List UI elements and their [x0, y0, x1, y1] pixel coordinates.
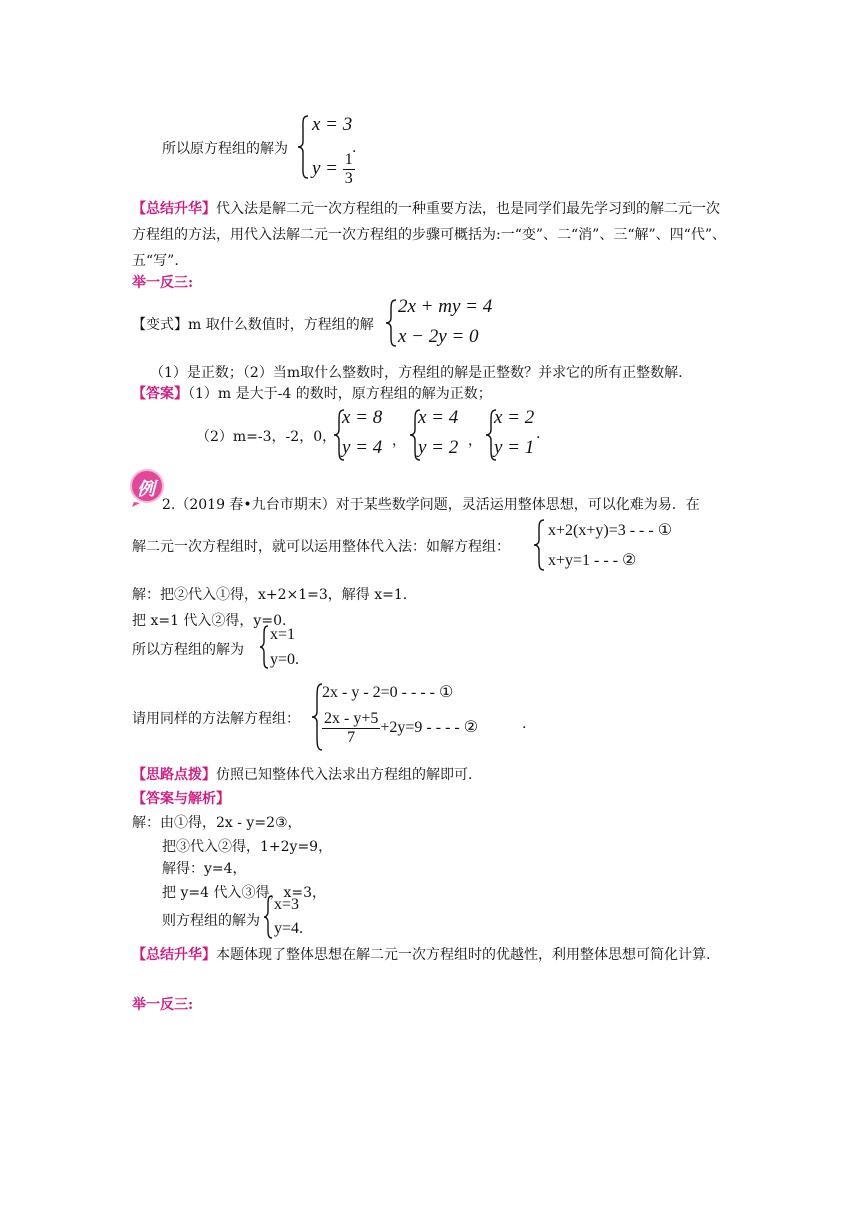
- hint-tag: 【思路点拨】: [132, 767, 216, 783]
- example-ask: 请用同样的方法解方程组：: [132, 711, 300, 727]
- variant-eq-2: x − 2y = 0: [398, 326, 479, 347]
- summary-text: 代入法是解二元一次方程组的一种重要方法，也是同学们最先学习到的解二元一次方程组的方法，用代入法解二元一次方程组的步骤可概括为:一“变”、二“消”、三“解”、四“代”、五“写”.: [132, 201, 726, 269]
- brace-icon: [296, 114, 310, 180]
- solution-2-x: x = 4: [418, 407, 459, 428]
- analysis-line-1: 解：由①得，2x - y=2③，: [132, 815, 302, 831]
- example-eq-2: x+y=1 - - - ②: [548, 552, 637, 569]
- analysis-result-x: x=3: [274, 896, 300, 913]
- answer-line-2: （2）m=-3，-2，0，: [196, 429, 337, 445]
- brace-icon: [262, 894, 274, 940]
- solution-eq-y-lhs: y =: [312, 157, 339, 179]
- variant-line: [132, 314, 374, 334]
- question-eq-2: [322, 710, 478, 747]
- solution-2-y: y = 2: [418, 437, 459, 458]
- analysis-line-5: 则方程组的解为: [162, 913, 260, 929]
- example-line-2: 解二元一次方程组时，就可以运用整体代入法：如解方程组：: [132, 539, 510, 555]
- solution-1-y: y = 4: [342, 437, 383, 458]
- solution-3-sep: .: [536, 426, 541, 442]
- brace-icon: [384, 298, 398, 348]
- fraction-denominator: 3: [344, 170, 353, 187]
- analysis-heading: 【答案与解析】: [132, 791, 230, 807]
- solution-intro: 所以原方程组的解为: [162, 141, 288, 157]
- solution-1-sep: ，: [392, 433, 406, 449]
- solution-1-x: x = 8: [342, 407, 383, 428]
- solution-fraction: [343, 151, 355, 188]
- analysis-line-4: 把 y=4 代入③得，x=3，: [162, 885, 326, 901]
- summary-tag: 【总结升华】: [132, 947, 216, 963]
- answer-text-1: （1）m 是大于-4 的数时，原方程组的解为正数；: [188, 386, 492, 402]
- hint-text: 仿照已知整体代入法求出方程组的解即可.: [216, 767, 473, 783]
- solution-eq-y: [312, 151, 355, 188]
- question-fraction-numerator: 2x - y+5: [324, 710, 379, 727]
- example-solution-2: 把 x=1 代入②得，y=0.: [132, 613, 287, 629]
- solution-3-x: x = 2: [494, 407, 535, 428]
- solution-eq-x: x = 3: [312, 114, 353, 135]
- analysis-result-y: y=4.: [274, 920, 304, 937]
- solution-end: .: [352, 140, 357, 156]
- question-eq-1: 2x - y - 2=0 - - - - ①: [322, 684, 454, 701]
- summary-paragraph-2: [132, 942, 732, 968]
- variant-tag: 【变式】: [132, 317, 188, 333]
- summary-text: 本题体现了整体思想在解二元一次方程组时的优越性，利用整体思想可简化计算.: [216, 947, 711, 963]
- question-fraction: [322, 710, 380, 747]
- hint-line: [132, 764, 472, 784]
- example-result-y: y=0.: [270, 651, 300, 668]
- analysis-line-2: 把③代入②得，1+2y=9，: [162, 839, 333, 855]
- summary-paragraph-1: [132, 196, 732, 274]
- summary-tag: 【总结升华】: [132, 201, 216, 217]
- answer-tag: 【答案】: [132, 386, 188, 402]
- variant-question: （1）是正数；（2）当m取什么整数时，方程组的解是正整数？并求它的所有正整数解.: [150, 365, 683, 381]
- question-fraction-denominator: 7: [322, 728, 380, 747]
- example-eq-1: x+2(x+y)=3 - - - ①: [548, 522, 673, 539]
- practice-heading-1: 举一反三:: [132, 275, 194, 291]
- question-end: .: [522, 716, 527, 732]
- example-result-x: x=1: [270, 626, 296, 643]
- example-line-1: 2.（2019 春•九台市期末）对于某些数学问题，灵活运用整体思想，可以化难为易．在: [162, 497, 700, 513]
- fraction-numerator: 1: [344, 151, 353, 168]
- analysis-line-3: 解得：y=4，: [162, 861, 247, 877]
- example-badge-label: 例: [137, 479, 155, 500]
- solution-2-sep: ，: [468, 433, 482, 449]
- practice-heading-2: 举一反三:: [132, 997, 194, 1013]
- example-solution-1: 解：把②代入①得，x+2×1=3，解得 x=1.: [132, 587, 408, 603]
- brace-icon: [532, 518, 546, 572]
- example-solution-3: 所以方程组的解为: [132, 642, 244, 658]
- variant-text: m 取什么数值时，方程组的解: [188, 317, 374, 333]
- variant-eq-1: 2x + my = 4: [398, 296, 493, 317]
- question-eq-2-rest: +2y=9 - - - - ②: [380, 719, 479, 737]
- solution-3-y: y = 1: [494, 437, 535, 458]
- answer-line-1: [132, 383, 492, 403]
- brace-icon: [258, 624, 270, 670]
